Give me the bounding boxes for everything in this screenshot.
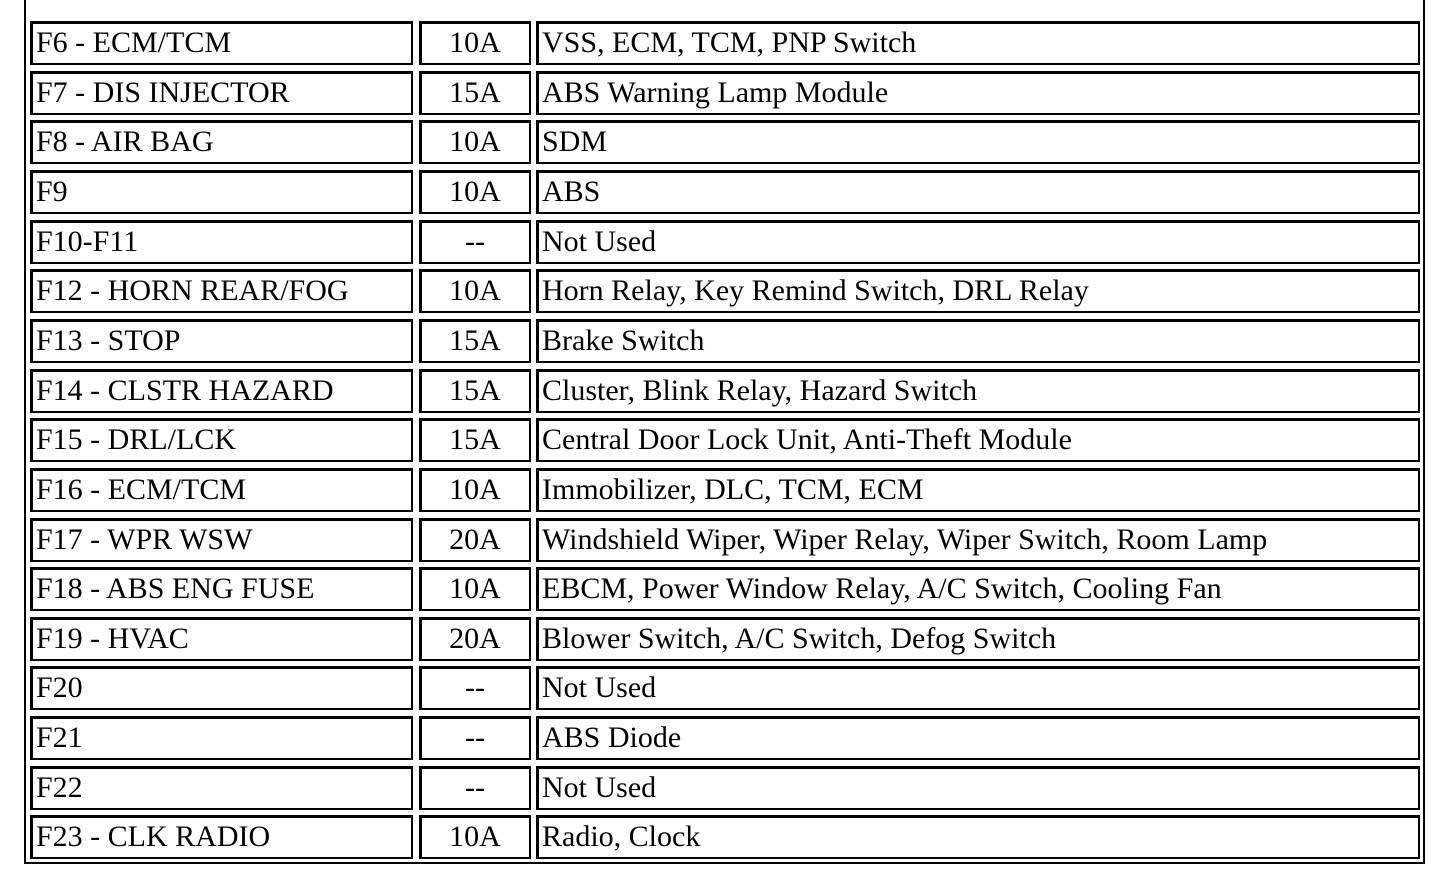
fuse-cell: F17 - WPR WSW (30, 518, 413, 562)
table-row (30, 518, 1420, 562)
amperage-cell: 10A (419, 21, 531, 65)
table-row (30, 170, 1420, 214)
fuse-cell: F12 - HORN REAR/FOG (30, 269, 413, 313)
circuits-cell: SDM (536, 120, 1420, 164)
circuits-cell: ABS Warning Lamp Module (536, 71, 1420, 115)
fuse-cell: F13 - STOP (30, 319, 413, 363)
fuse-table (24, 14, 1425, 864)
circuits-cell: Immobilizer, DLC, TCM, ECM (536, 468, 1420, 512)
fuse-cell: F8 - AIR BAG (30, 120, 413, 164)
table-row (30, 766, 1420, 810)
fuse-cell: F21 (30, 716, 413, 760)
fuse-cell: F22 (30, 766, 413, 810)
fuse-cell: F16 - ECM/TCM (30, 468, 413, 512)
table-row (30, 418, 1420, 462)
circuits-cell: ABS (536, 170, 1420, 214)
circuits-cell: Cluster, Blink Relay, Hazard Switch (536, 369, 1420, 413)
circuits-cell: Blower Switch, A/C Switch, Defog Switch (536, 617, 1420, 661)
amperage-cell: 15A (419, 418, 531, 462)
amperage-cell: 10A (419, 468, 531, 512)
amperage-cell: 20A (419, 518, 531, 562)
table-row (30, 319, 1420, 363)
fuse-cell: F15 - DRL/LCK (30, 418, 413, 462)
table-row (30, 716, 1420, 760)
fuse-cell: F9 (30, 170, 413, 214)
fuse-cell: F23 - CLK RADIO (30, 815, 413, 859)
amperage-cell: 10A (419, 815, 531, 859)
circuits-cell: Central Door Lock Unit, Anti-Theft Module (536, 418, 1420, 462)
circuits-cell: ABS Diode (536, 716, 1420, 760)
fuse-cell: F18 - ABS ENG FUSE (30, 567, 413, 611)
fuse-cell: F6 - ECM/TCM (30, 21, 413, 65)
table-row (30, 220, 1420, 264)
amperage-cell: 10A (419, 170, 531, 214)
table-row (30, 21, 1420, 65)
amperage-cell: 10A (419, 567, 531, 611)
fuse-cell: F10-F11 (30, 220, 413, 264)
table-row (30, 120, 1420, 164)
table-row (30, 269, 1420, 313)
amperage-cell: 10A (419, 120, 531, 164)
table-row (30, 617, 1420, 661)
table-row (30, 815, 1420, 859)
fuse-cell: F20 (30, 666, 413, 710)
amperage-cell: 20A (419, 617, 531, 661)
fuse-cell: F14 - CLSTR HAZARD (30, 369, 413, 413)
fuse-cell: F19 - HVAC (30, 617, 413, 661)
table-row (30, 71, 1420, 115)
circuits-cell: Not Used (536, 766, 1420, 810)
circuits-cell: Radio, Clock (536, 815, 1420, 859)
table-row (30, 567, 1420, 611)
amperage-cell: 15A (419, 71, 531, 115)
table-row (30, 468, 1420, 512)
amperage-cell: 15A (419, 369, 531, 413)
table-row (30, 666, 1420, 710)
amperage-cell: -- (419, 220, 531, 264)
circuits-cell: Not Used (536, 220, 1420, 264)
amperage-cell: -- (419, 716, 531, 760)
amperage-cell: -- (419, 666, 531, 710)
amperage-cell: -- (419, 766, 531, 810)
circuits-cell: Horn Relay, Key Remind Switch, DRL Relay (536, 269, 1420, 313)
fuse-cell: F7 - DIS INJECTOR (30, 71, 413, 115)
circuits-cell: Not Used (536, 666, 1420, 710)
circuits-cell: Brake Switch (536, 319, 1420, 363)
amperage-cell: 10A (419, 269, 531, 313)
circuits-cell: VSS, ECM, TCM, PNP Switch (536, 21, 1420, 65)
circuits-cell: Windshield Wiper, Wiper Relay, Wiper Switch, Room Lamp (536, 518, 1420, 562)
circuits-cell: EBCM, Power Window Relay, A/C Switch, Cooling Fan (536, 567, 1420, 611)
amperage-cell: 15A (419, 319, 531, 363)
table-row (30, 369, 1420, 413)
